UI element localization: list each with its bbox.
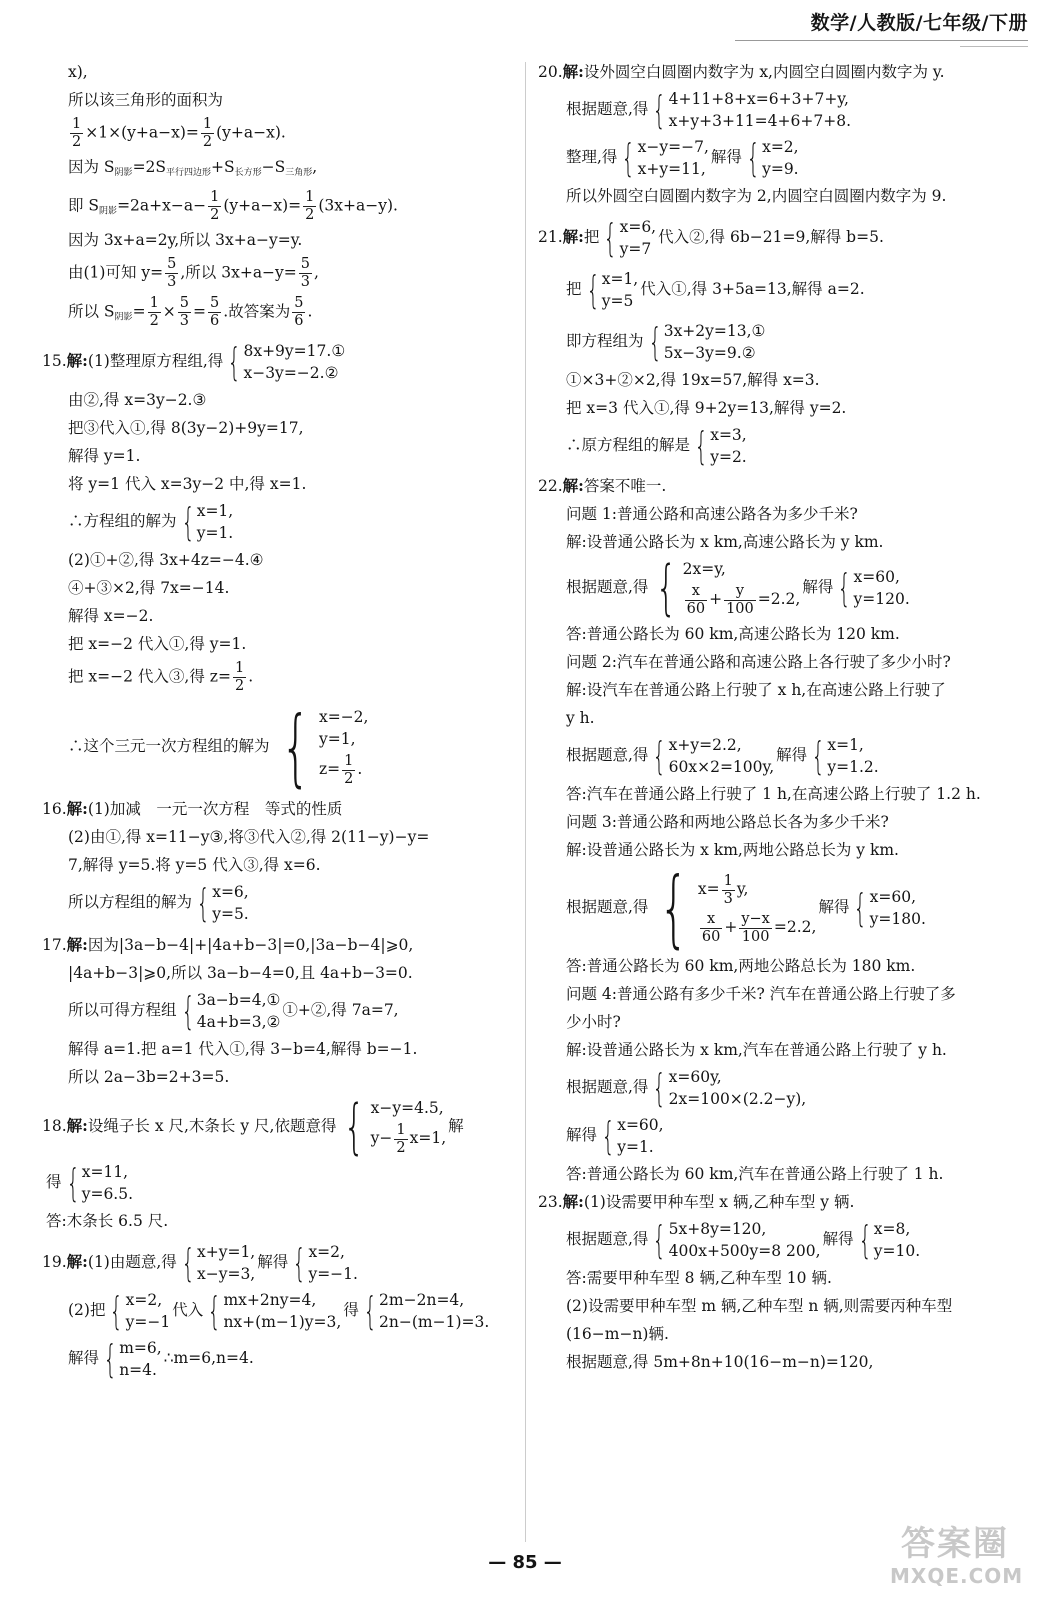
- line: 得 { x=11, y=6.5.: [46, 1161, 134, 1205]
- line: 由②,得 x=3y−2.③: [68, 391, 207, 409]
- solution-system: { x=3, y=2.: [694, 424, 747, 468]
- fraction: $\frac{1}{2}$: [305, 189, 315, 223]
- line: 把③代入①,得 8(3y−2)+9y=17,: [68, 419, 304, 437]
- solution-system: { x=1, y=1.2.: [811, 734, 879, 778]
- solution-system: { x=11, y=6.5.: [65, 1161, 134, 1205]
- line: 7,解得 y=5.将 y=5 代入③,得 x=6.: [68, 856, 321, 874]
- line: 问题 4:普通公路有多少千米? 汽车在普通公路上行驶了多: [566, 985, 956, 1003]
- line: 把 x=−2 代入③,得 z= $\frac{1}{2}$ .: [68, 660, 254, 694]
- solution-system: { x=8, y=10.: [858, 1218, 921, 1262]
- equation-system: { 3x+2y=13,① 5x−3y=9.②: [647, 320, 766, 364]
- fraction: $\frac{1}{2}$: [234, 660, 245, 694]
- solution-system: { x=−2, y=1, z= $\frac{1}{2}$ .: [280, 698, 369, 796]
- line: (2)由①,得 x=11−y③,将③代入②,得 2(11−y)−y=: [68, 828, 430, 846]
- line: 所以可得方程组 { 3a−b=4,① 4a+b=3,② ①+②,得 7a=7,: [68, 989, 399, 1033]
- fraction: $\frac{5}{3}$: [300, 256, 311, 290]
- fraction: $\frac{x}{60}$: [686, 582, 706, 617]
- fraction: $\frac{y}{100}$: [726, 582, 754, 617]
- line: 解得 { x=60, y=1.: [566, 1114, 664, 1158]
- fraction: $\frac{1}{2}$: [149, 295, 159, 329]
- line: 根据题意,得 { 4+11+8+x=6+3+7+y, x+y+3+11=4+6+7+8.: [566, 88, 851, 132]
- question-22: 22.解:答案不唯一.: [538, 476, 667, 495]
- line: 解:设普通公路长为 x km,两地公路总长为 y km.: [566, 841, 899, 859]
- question-21: 21.解:把 { x=6, y=7 代入②,得 6b−21=9,解得 b=5.: [538, 216, 884, 260]
- line: 根据题意,得 5m+8n+10(16−m−n)=120,: [566, 1353, 874, 1371]
- fraction: $\frac{5}{6}$: [210, 295, 220, 329]
- equation-system: { x−y=−7, x+y=11,: [621, 136, 709, 180]
- line: (16−m−n)辆.: [566, 1325, 669, 1343]
- running-header: 数学/人教版/七年级/下册: [810, 12, 1028, 34]
- fraction: $\frac{1}{3}$: [723, 872, 733, 907]
- equation-system: { x+y=2.2, 60x×2=100y,: [652, 734, 775, 778]
- line: (2)设需要甲种车型 m 辆,乙种车型 n 辆,则需要丙种车型: [566, 1297, 953, 1315]
- question-17: 17.解:因为|3a−b−4|+|4a+b−3|=0,|3a−b−4|⩾0,: [42, 935, 414, 954]
- line: 答:需要甲种车型 8 辆,乙种车型 10 辆.: [566, 1269, 832, 1287]
- equation-system: { mx+2ny=4, nx+(m−1)y=3,: [207, 1289, 342, 1333]
- line: (2)①+②,得 3x+4z=−4.④: [68, 551, 264, 569]
- line: 根据题意,得 { x=60y, 2x=100×(2.2−y),: [566, 1066, 807, 1110]
- line: 问题 2:汽车在普通公路和高速公路上各行驶了多少小时?: [566, 653, 951, 671]
- line: 解:设普通公路长为 x km,高速公路长为 y km.: [566, 533, 884, 551]
- line: 解:设汽车在普通公路上行驶了 x h,在高速公路上行驶了: [566, 681, 946, 699]
- equation-system: { x=60y, 2x=100×(2.2−y),: [652, 1066, 807, 1110]
- area-equation: $\frac{1}{2}$ ×1×(y+a−x)= $\frac{1}{2}$ (y+a−x).: [72, 116, 286, 150]
- line: 答:汽车在普通公路上行驶了 1 h,在高速公路上行驶了 1.2 h.: [566, 785, 981, 803]
- question-19: 19.解:(1)由题意,得 { x+y=1, x−y=3, 解得 { x=2, y=−1.: [42, 1241, 358, 1285]
- page-number: — 85 —: [488, 1552, 562, 1573]
- line: ∴原方程组的解是 { x=3, y=2.: [566, 424, 747, 468]
- fraction: $\frac{5}{3}$: [179, 295, 190, 329]
- line: 因为 3x+a=2y,所以 3x+a−y=y.: [68, 231, 303, 249]
- equation-system: { 8x+9y=17.① x−3y=−2.②: [227, 340, 346, 384]
- value-system: { x=1, y=5: [585, 268, 639, 312]
- equation-system: { 2x=y, $\frac{x}{60}$ + $\frac{y}{100}$ =2.2,: [656, 553, 801, 623]
- line: ④+③×2,得 7x=−14.: [68, 579, 230, 597]
- line: 答:普通公路长为 60 km,高速公路长为 120 km.: [566, 625, 900, 643]
- line: ∴这个三元一次方程组的解为 { x=−2, y=1, z= $\frac{1}{2}$ .: [68, 698, 369, 796]
- line: 即方程组为 { 3x+2y=13,① 5x−3y=9.②: [566, 320, 766, 364]
- line: 把 x=−2 代入①,得 y=1.: [68, 635, 247, 653]
- fraction: $\frac{x}{60}$: [701, 910, 721, 945]
- line: 把 x=3 代入①,得 9+2y=13,解得 y=2.: [566, 399, 847, 417]
- line: 问题 1:普通公路和高速公路各为多少千米?: [566, 505, 858, 523]
- line: 少小时?: [566, 1013, 621, 1031]
- question-20: 20.解:设外圆空白圆圈内数字为 x,内圆空白圆圈内数字为 y.: [538, 62, 945, 81]
- line: 解得 y=1.: [68, 447, 141, 465]
- solution-system: { x=60, y=1.: [601, 1114, 664, 1158]
- line: 答:普通公路长为 60 km,汽车在普通公路上行驶了 1 h.: [566, 1165, 944, 1183]
- line: 所以方程组的解为 { x=6, y=5.: [68, 881, 249, 925]
- line: 解得 x=−2.: [68, 607, 154, 625]
- line: ①×3+②×2,得 19x=57,解得 x=3.: [566, 371, 820, 389]
- equation-system: { 2m−2n=4, 2n−(m−1)=3.: [363, 1289, 490, 1333]
- equation-system: { x−y=4.5, y− $\frac{1}{2}$ x=1,: [344, 1092, 447, 1162]
- fraction: $\frac{1}{2}$: [72, 116, 82, 150]
- fraction: $\frac{1}{2}$: [210, 189, 220, 223]
- fraction: $\frac{1}{2}$: [202, 116, 213, 150]
- solution-system: { x=60, y=180.: [853, 886, 926, 930]
- line: 由(1)可知 y= $\frac{5}{3}$ ,所以 3x+a−y= $\frac{5}{3}$ ,: [68, 256, 319, 290]
- column-divider: [525, 62, 526, 1542]
- line: 解得 a=1.把 a=1 代入①,得 3−b=4,解得 b=−1.: [68, 1040, 418, 1058]
- solution-system: { x=6, y=5.: [196, 881, 249, 925]
- solution-system: { x=60, y=120.: [837, 566, 910, 610]
- line: |4a+b−3|⩾0,所以 3a−b−4=0,且 4a+b−3=0.: [68, 964, 413, 982]
- line: 所以 $S_{阴影}=$ $\frac{1}{2}$ × $\frac{5}{3}$ = $\frac{5}{6}$ .故答案为 $\frac{5}{6}$ .: [68, 295, 313, 329]
- line: x),: [68, 63, 88, 81]
- line: 答:普通公路长为 60 km,两地公路总长为 180 km.: [566, 957, 916, 975]
- equation-system: { 3a−b=4,① 4a+b=3,②: [180, 989, 281, 1033]
- question-18: 18.解:设绳子长 x 尺,木条长 y 尺,依题意得 { x−y=4.5, y− $\frac{1}{2}$ x=1, 解: [42, 1092, 464, 1162]
- question-15: 15.解:(1)整理原方程组,得 { 8x+9y=17.① x−3y=−2.②: [42, 340, 346, 384]
- line: 解得 { m=6, n=4. ∴m=6,n=4.: [68, 1337, 254, 1381]
- shaded-area-relation: 因为 $S_{阴影}=2S_{平行四边形}+S_{长方形}-S_{三角形}$,: [68, 158, 318, 178]
- line: 整理,得 { x−y=−7, x+y=11, 解得 { x=2, y=9.: [566, 136, 799, 180]
- equation-system: { x= $\frac{1}{3}$ y, $\frac{x}{60}$ + $\frac{y-x}{100}$ =2.2,: [659, 859, 817, 957]
- value-system: { x=6, y=7: [603, 216, 657, 260]
- equation-system: { 5x+8y=120, 400x+500y=8 200,: [652, 1218, 821, 1262]
- line: 所以外圆空白圆圈内数字为 2,内圆空白圆圈内数字为 9.: [566, 187, 947, 205]
- line: 根据题意,得 { x+y=2.2, 60x×2=100y, 解得 { x=1, y=1.2.: [566, 734, 879, 778]
- line: 解:设普通公路长为 x km,汽车在普通公路上行驶了 y h.: [566, 1041, 947, 1059]
- line: 所以 2a−3b=2+3=5.: [68, 1068, 230, 1086]
- line: 根据题意,得 { x= $\frac{1}{3}$ y, $\frac{x}{60}$ + $\frac{y-x}{100}$ =2.2, 解得 { x=60, y=180.: [566, 859, 926, 957]
- watermark-logo: 答案圈 MXQE.COM: [890, 1524, 1024, 1588]
- line: (2)把 { x=2, y=−1 代入 { mx+2ny=4, nx+(m−1)y=3, 得 { 2m−2n=4, 2n−(m−1)=3.: [68, 1289, 490, 1333]
- equation-system: { 4+11+8+x=6+3+7+y, x+y+3+11=4+6+7+8.: [652, 88, 851, 132]
- fraction: $\frac{y-x}{100}$: [741, 910, 770, 945]
- line: ∴方程组的解为 { x=1, y=1.: [68, 500, 234, 544]
- fraction: $\frac{1}{2}$: [396, 1121, 406, 1156]
- line: 所以该三角形的面积为: [68, 91, 224, 109]
- line: 答:木条长 6.5 尺.: [46, 1212, 169, 1230]
- shaded-area-expression: 即 $S_{阴影}=2a+x-a-$ $\frac{1}{2}$ (y+a−x)= $\frac{1}{2}$ (3x+a−y).: [68, 189, 398, 223]
- right-column: [538, 56, 1023, 1378]
- fraction: $\frac{1}{2}$: [344, 752, 354, 787]
- solution-system: { x=1, y=1.: [180, 500, 234, 544]
- line: y h.: [566, 709, 595, 727]
- solution-system: { m=6, n=4.: [103, 1337, 162, 1381]
- solution-system: { x=2, y=9.: [746, 136, 799, 180]
- line: 根据题意,得 { 2x=y, $\frac{x}{60}$ + $\frac{y}{100}$ =2.2, 解得 { x=60, y=120.: [566, 553, 910, 623]
- header-rule: [735, 40, 1028, 41]
- line: 问题 3:普通公路和两地公路总长各为多少千米?: [566, 813, 889, 831]
- question-23: 23.解:(1)设需要甲种车型 x 辆,乙种车型 y 辆.: [538, 1192, 855, 1211]
- question-16: 16.解:(1)加减 一元一次方程 等式的性质: [42, 799, 343, 818]
- line: 将 y=1 代入 x=3y−2 中,得 x=1.: [68, 475, 307, 493]
- equation-system: { x+y=1, x−y=3,: [181, 1241, 256, 1285]
- line: 根据题意,得 { 5x+8y=120, 400x+500y=8 200, 解得 { x=8, y=10.: [566, 1218, 921, 1262]
- value-system: { x=2, y=−1: [109, 1289, 171, 1333]
- left-column: [42, 56, 520, 1385]
- fraction: $\frac{5}{6}$: [294, 295, 304, 329]
- header-rule-secondary: [960, 46, 1028, 47]
- solution-system: { x=2, y=−1.: [292, 1241, 358, 1285]
- fraction: $\frac{5}{3}$: [167, 256, 177, 290]
- line: 把 { x=1, y=5 代入①,得 3+5a=13,解得 a=2.: [566, 268, 865, 312]
